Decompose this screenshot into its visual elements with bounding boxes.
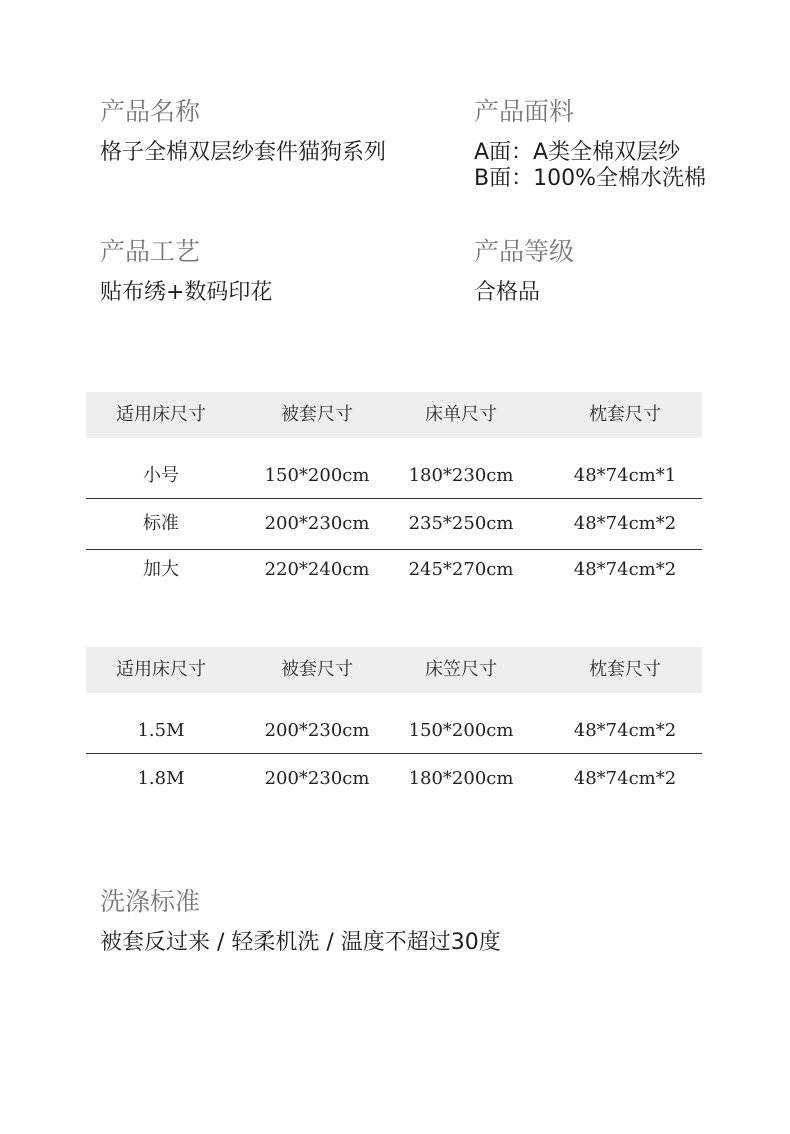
product-craft-label: 产品工艺 <box>100 237 201 266</box>
table-row <box>86 499 702 550</box>
size-table-fitted-sheet <box>86 647 702 804</box>
cell-bed-size: 1.8M <box>137 768 185 789</box>
cell-fitted-sheet-size: 150*200cm <box>408 720 514 741</box>
cell-bed-size: 小号 <box>143 465 179 486</box>
cell-duvet-size: 220*240cm <box>264 559 370 580</box>
table-row <box>86 550 702 590</box>
header-bed-size: 适用床尺寸 <box>116 404 206 425</box>
cell-bed-size: 标准 <box>143 513 179 534</box>
cell-fitted-sheet-size: 180*200cm <box>408 768 514 789</box>
cell-sheet-size: 180*230cm <box>408 465 514 486</box>
cell-pillowcase-size: 48*74cm*1 <box>573 465 677 486</box>
product-name-label: 产品名称 <box>100 97 201 126</box>
cell-duvet-size: 200*230cm <box>264 768 370 789</box>
wash-label: 洗涤标准 <box>100 887 201 916</box>
cell-duvet-size: 150*200cm <box>264 465 370 486</box>
header-bed-size: 适用床尺寸 <box>116 659 206 680</box>
table-header <box>86 392 702 438</box>
cell-pillowcase-size: 48*74cm*2 <box>573 513 677 534</box>
table-header <box>86 647 702 693</box>
cell-bed-size: 1.5M <box>137 720 185 741</box>
header-pillowcase-size: 枕套尺寸 <box>589 659 661 680</box>
table-row <box>86 709 702 754</box>
cell-pillowcase-size: 48*74cm*2 <box>573 559 677 580</box>
cell-pillowcase-size: 48*74cm*2 <box>573 720 677 741</box>
product-grade-value: 合格品 <box>474 280 541 305</box>
cell-bed-size: 加大 <box>143 559 179 580</box>
table-row <box>86 754 702 804</box>
header-fitted-sheet-size: 床笠尺寸 <box>425 659 497 680</box>
cell-sheet-size: 245*270cm <box>408 559 514 580</box>
cell-sheet-size: 235*250cm <box>408 513 514 534</box>
wash-value: 被套反过来 / 轻柔机洗 / 温度不超过30度 <box>100 930 501 955</box>
product-name-value: 格子全棉双层纱套件猫狗系列 <box>100 140 387 165</box>
table-row <box>86 454 702 499</box>
header-sheet-size: 床单尺寸 <box>425 404 497 425</box>
cell-duvet-size: 200*230cm <box>264 720 370 741</box>
product-grade-label: 产品等级 <box>474 237 575 266</box>
header-duvet-size: 被套尺寸 <box>281 659 353 680</box>
size-table-flat-sheet <box>86 392 702 590</box>
product-fabric-value-a: A面：A类全棉双层纱 <box>474 140 681 165</box>
header-duvet-size: 被套尺寸 <box>281 404 353 425</box>
product-fabric-label: 产品面料 <box>474 97 575 126</box>
product-craft-value: 贴布绣+数码印花 <box>100 280 273 305</box>
cell-duvet-size: 200*230cm <box>264 513 370 534</box>
product-fabric-value-b: B面：100%全棉水洗棉 <box>474 166 706 191</box>
cell-pillowcase-size: 48*74cm*2 <box>573 768 677 789</box>
header-pillowcase-size: 枕套尺寸 <box>589 404 661 425</box>
